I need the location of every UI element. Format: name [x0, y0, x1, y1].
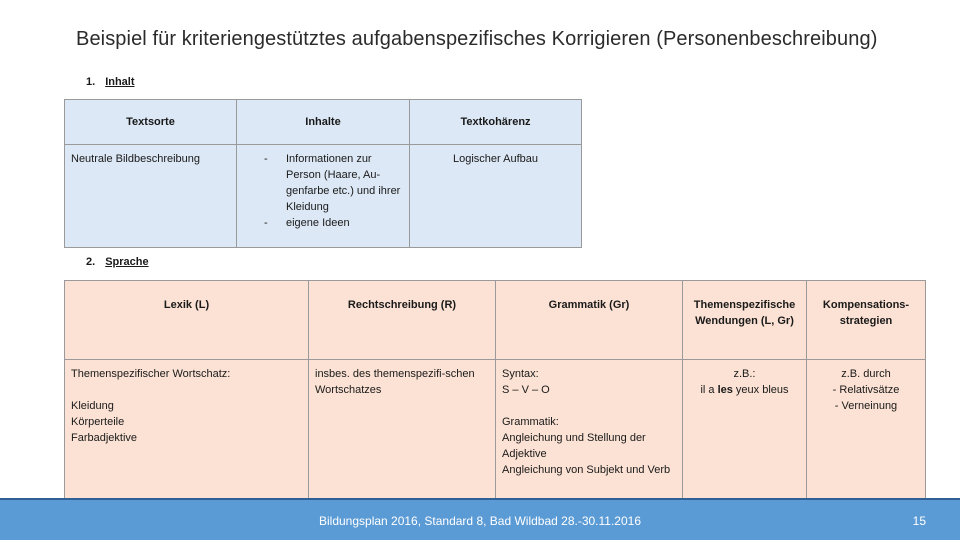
header-wendungen: Themenspezifische Wendungen (L, Gr) [683, 281, 807, 360]
slide-title: Beispiel für kriteriengestütztes aufgabenspezifisches Korrigieren (Personenbeschreibung) [76, 28, 878, 50]
syntax-label: Syntax: [502, 368, 539, 380]
kompensation-intro: z.B. durch [841, 368, 891, 380]
list-item: Farbadjektive [71, 432, 138, 444]
list-item: - Verneinung [834, 400, 898, 412]
wendungen-example [689, 382, 800, 398]
footer-text: Bildungsplan 2016, Standard 8, Bad Wildbad 28.-30.11.2016 [318, 514, 641, 528]
cell-textkohaerenz [410, 145, 582, 248]
section-heading-inhalt [86, 76, 135, 88]
list-item: Angleichung und Stellung der Adjektive [502, 432, 646, 460]
example-text: yeux bleus [732, 384, 789, 396]
dash-bullet: - [264, 217, 268, 229]
header-grammatik: Grammatik (Gr) [496, 281, 683, 360]
header-textkohaerenz: Textkohärenz [410, 100, 582, 145]
dash-bullet: - [264, 153, 268, 165]
textkohaerenz-text: Logischer Aufbau [452, 153, 538, 165]
table-row [65, 145, 582, 248]
table-header-row [65, 281, 926, 360]
header-inhalte: Inhalte [237, 100, 410, 145]
sprache-table [64, 280, 926, 507]
cell-lexik [65, 360, 309, 507]
list-item-text: Informationen zur Person (Haare, Au-genfarbe etc.) und ihrer Kleidung [286, 153, 401, 213]
section-label: Sprache [105, 256, 149, 268]
section-number: 1. [86, 76, 96, 88]
header-textsorte: Textsorte [65, 100, 237, 145]
section-label: Inhalt [105, 76, 135, 88]
cell-kompensation [807, 360, 926, 507]
list-item [264, 215, 403, 231]
rechtschreibung-text: insbes. des themenspezifi-schen Wortschatzes [315, 368, 475, 396]
section-heading-sprache [86, 256, 149, 268]
list-item: Angleichung von Subjekt und Verb [502, 464, 671, 476]
header-rechtschreibung: Rechtschreibung (R) [309, 281, 496, 360]
page-number: 15 [912, 514, 926, 528]
grammatik-label: Grammatik: [502, 416, 559, 428]
list-item [264, 151, 403, 215]
cell-grammatik [496, 360, 683, 507]
textsorte-text: Neutrale Bildbeschreibung [71, 153, 201, 165]
inhalt-table [64, 99, 582, 248]
syntax-value: S – V – O [502, 384, 550, 396]
table-header-row [65, 100, 582, 145]
section-number: 2. [86, 256, 96, 268]
example-text: il a [700, 384, 718, 396]
list-item: - Relativsätze [832, 384, 900, 396]
cell-textsorte [65, 145, 237, 248]
cell-inhalte [237, 145, 410, 248]
header-kompensation: Kompensations-strategien [807, 281, 926, 360]
table-row [65, 360, 926, 507]
inhalte-list [264, 151, 403, 231]
cell-wendungen [683, 360, 807, 507]
example-bold: les [717, 384, 733, 396]
list-item: Kleidung [71, 400, 114, 412]
list-item: Körperteile [71, 416, 125, 428]
header-lexik: Lexik (L) [65, 281, 309, 360]
lexik-intro: Themenspezifischer Wortschatz: [71, 368, 231, 380]
wendungen-intro: z.B.: [733, 368, 756, 380]
cell-rechtschreibung [309, 360, 496, 507]
list-item-text: eigene Ideen [286, 217, 350, 229]
